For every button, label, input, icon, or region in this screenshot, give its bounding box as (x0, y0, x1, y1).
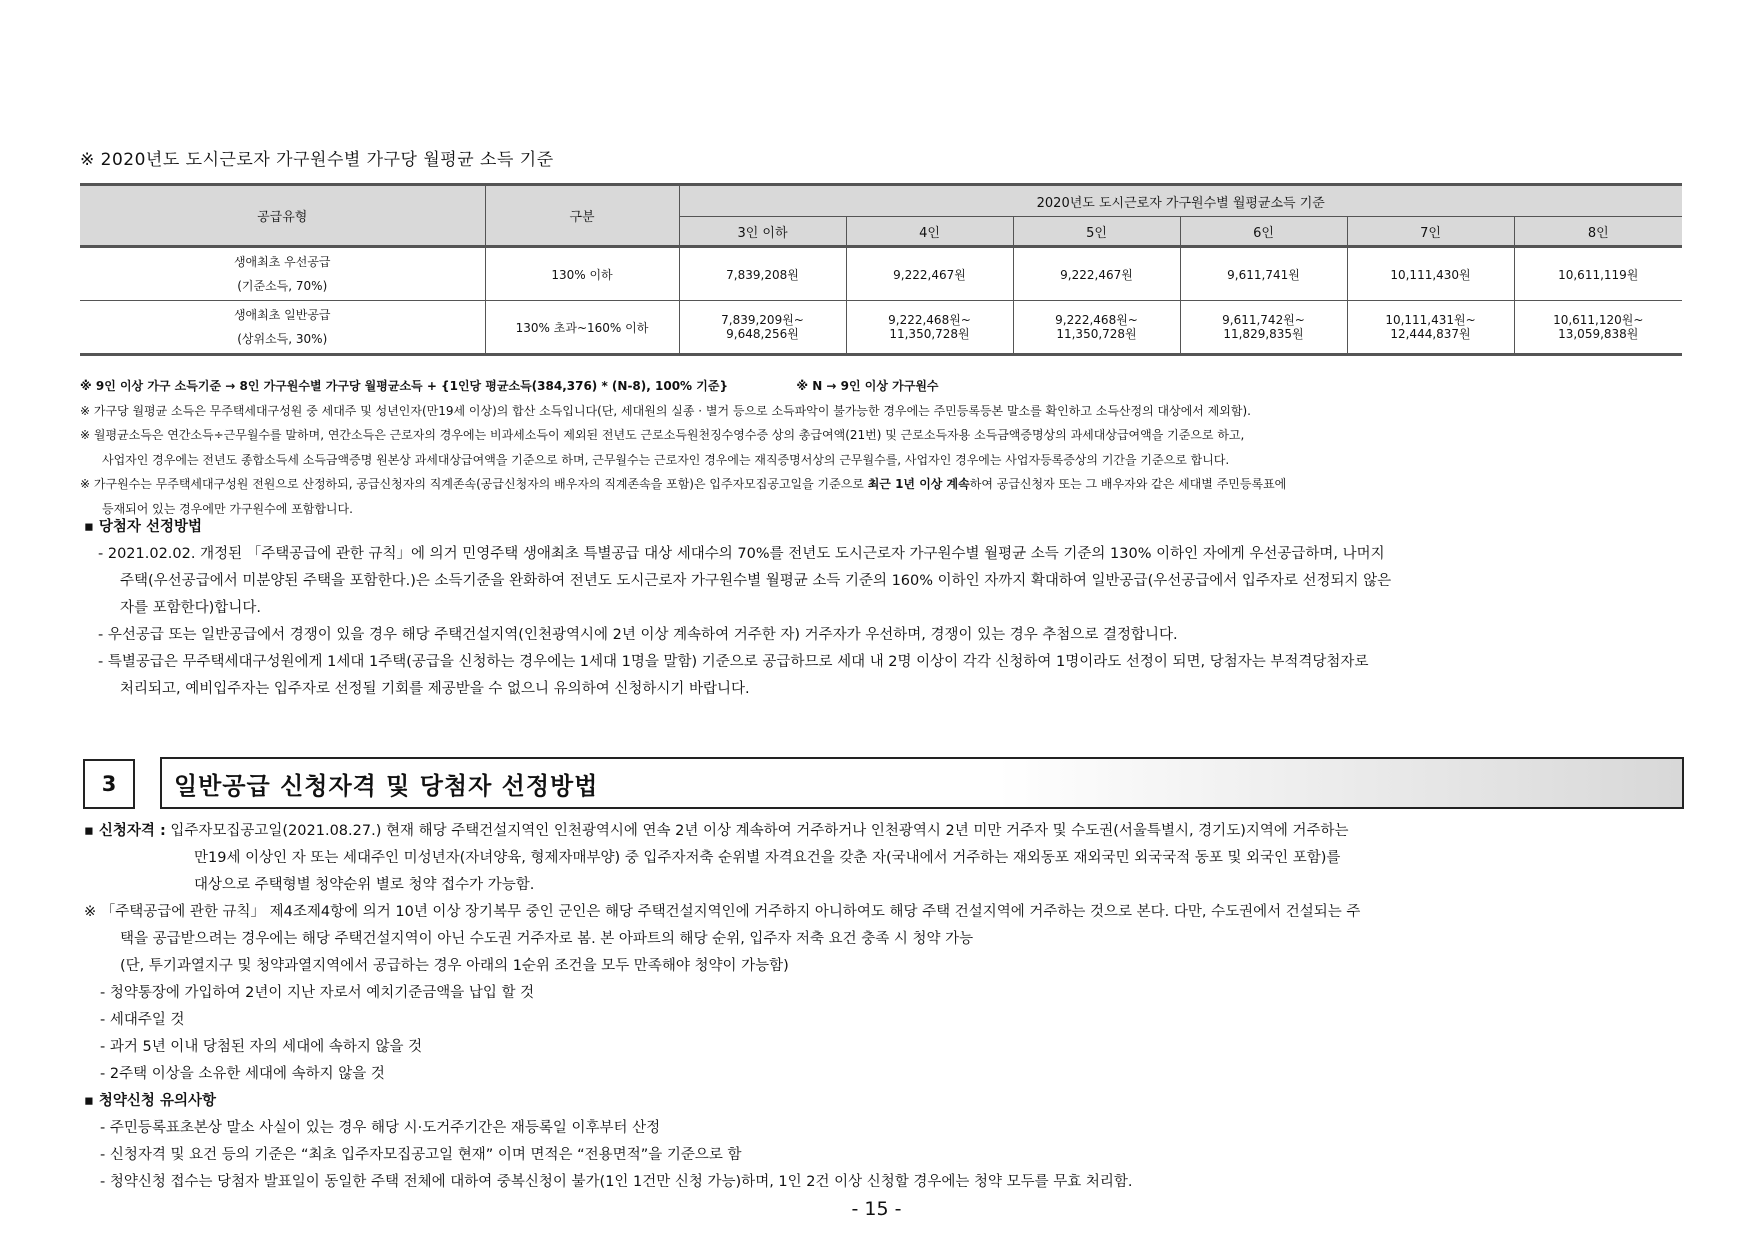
condition-item: - 2주택 이상을 소유한 세대에 속하지 않을 것 (100, 1066, 385, 1082)
note-text: ※ 가구원수는 무주택세대구성원 전원으로 산정하되, 공급신청자의 직계존속(공급신청자의 배우자의 직계존속을 포함)은 입주자모집공고일을 기준으로 (80, 477, 868, 491)
caution-item: - 청약신청 접수는 당첨자 발표일이 동일한 주택 전체에 대하여 중복신청이 불가(1인 1건만 신청 가능)하며, 1인 2건 이상 신청할 경우에는 청약 모두를 무효 처리함. (100, 1174, 1133, 1190)
note-line: 사업자인 경우에는 전년도 종합소득세 소득금액증명 원본상 과세대상급여액을 기준으로 하며, 근무월수는 근로자인 경우에는 재직증명서상의 근무월수를, 사업자인 경우에는 사업자등록증상의 기간을 기준으로 합니다. (102, 452, 1230, 467)
header-income-group: 2020년도 도시근로자 가구원수별 월평균소득 기준 (679, 185, 1682, 217)
range-min: 7,839,209원~ (721, 313, 804, 327)
table-row (80, 301, 1682, 355)
section-title: 일반공급 신청자격 및 당첨자 선정방법 (174, 771, 599, 800)
condition-item: - 과거 5년 이내 당첨된 자의 세대에 속하지 않을 것 (100, 1039, 423, 1055)
header-size: 4인 (846, 217, 1013, 247)
paragraph-line: 만19세 이상인 자 또는 세대주인 미성년자(자녀양육, 형제자매부양) 중 입주자저축 순위별 자격요건을 갖춘 자(국내에서 거주하는 재외동포 재외국민 외국국적 동포 및 외국인 포함)를 (194, 850, 1341, 866)
paragraph-line: - 특별공급은 무주택세대구성원에게 1세대 1주택(공급을 신청하는 경우에는 1세대 1명을 말함) 기준으로 공급하므로 세대 내 2명 이상이 각각 신청하여 1명이라도 선정이 되면, 당첨자는 부적격당첨자로 (98, 654, 1369, 670)
paragraph-line: - 2021.02.02. 개정된 「주택공급에 관한 규칙」에 의거 민영주택 생애최초 특별공급 대상 세대수의 70%를 전년도 도시근로자 가구원수별 월평균 소득 기준의 130% 이하인 자에게 우선공급하며, 나머지 (98, 546, 1385, 562)
income-cell: 9,611,741원 (1180, 247, 1347, 301)
range-max: 11,350,728원 (889, 327, 970, 341)
range-max: 12,444,837원 (1390, 327, 1471, 341)
range-max: 13,059,838원 (1558, 327, 1639, 341)
paragraph-line: - 우선공급 또는 일반공급에서 경쟁이 있을 경우 해당 주택건설지역(인천광역시에 2년 이상 계속하여 거주한 자) 거주자가 우선하며, 경쟁이 있는 경우 추첨으로 결정합니다. (98, 627, 1178, 643)
income-cell: 9,222,467원 (1013, 247, 1180, 301)
header-category: 구분 (485, 185, 679, 247)
income-range-cell (1180, 301, 1347, 355)
range-min: 10,111,431원~ (1385, 313, 1476, 327)
income-range-cell (679, 301, 846, 355)
income-section-title: ※ 2020년도 도시근로자 가구원수별 가구당 월평균 소득 기준 (80, 150, 554, 170)
condition-item: - 청약통장에 가입하여 2년이 지난 자로서 예치기준금액을 납입 할 것 (100, 985, 535, 1001)
header-size: 3인 이하 (679, 217, 846, 247)
header-size: 8인 (1514, 217, 1682, 247)
note-line: ※ 가구당 월평균 소득은 무주택세대구성원 중 세대주 및 성년인자(만19세 이상)의 합산 소득입니다(단, 세대원의 실종 · 별거 등으로 소득파악이 불가능한 경우에는 주민등록등본 말소를 확인하고 소득산정의 대상에서 제외함). (80, 403, 1251, 418)
caution-item: - 신청자격 및 요건 등의 기준은 “최초 입주자모집공고일 현재” 이며 면적은 “전용면적”을 기준으로 함 (100, 1147, 742, 1163)
income-cell: 9,222,467원 (846, 247, 1013, 301)
supply-type-sub: (기준소득, 70%) (237, 279, 328, 293)
supply-type-name: 생애최초 일반공급 (233, 308, 331, 322)
qualification-text: 입주자모집공고일(2021.08.27.) 현재 해당 주택건설지역인 인천광역시에 연속 2년 이상 계속하여 거주하거나 인천광역시 2년 미만 거주자 및 수도권(서울특별시, 경기도)지역에 거주하는 (170, 823, 1349, 839)
income-cell: 10,611,119원 (1514, 247, 1682, 301)
caution-title: ▪ 청약신청 유의사항 (84, 1093, 216, 1109)
paragraph-line: 처리되고, 예비입주자는 입주자로 선정될 기회를 제공받을 수 없으니 유의하여 신청하시기 바랍니다. (120, 681, 750, 697)
category-cell: 130% 이하 (485, 247, 679, 301)
note-line: ※ 월평균소득은 연간소득÷근무월수를 말하며, 연간소득은 근로자의 경우에는 비과세소득이 제외된 전년도 근로소득원천징수영수증 상의 총급여액(21번) 및 근로소득자용 소득금액증명상의 과세대상급여액을 기준으로 하고, (80, 428, 1245, 442)
range-max: 11,350,728원 (1056, 327, 1137, 341)
supply-type-cell (80, 301, 485, 355)
condition-item: - 세대주일 것 (100, 1012, 185, 1028)
supply-type-sub: (상위소득, 30%) (237, 332, 328, 346)
supply-type-name: 생애최초 우선공급 (233, 255, 331, 269)
winner-method-block (84, 514, 1391, 703)
range-min: 9,222,468원~ (1055, 313, 1138, 327)
range-max: 11,829,835원 (1223, 327, 1304, 341)
winner-method-title: ▪ 당첨자 선정방법 (84, 519, 202, 535)
income-range-cell (1013, 301, 1180, 355)
note-text: 하여 공급신청자 또는 그 배우자와 같은 세대별 주민등록표에 (969, 477, 1287, 491)
supply-type-cell (80, 247, 485, 301)
paragraph-line: 자를 포함한다)합니다. (120, 600, 261, 616)
section-number: 3 (83, 759, 135, 809)
note-line (80, 472, 1286, 497)
range-min: 10,611,120원~ (1553, 313, 1644, 327)
note-9plus: ※ 9인 이상 가구 소득기준 → 8인 가구원수별 가구당 월평균소득 + {1인당 평균소득(384,376) * (N-8), 100% 기준} (80, 379, 728, 393)
caution-item: - 주민등록표초본상 말소 사실이 있는 경우 해당 시·도거주기간은 재등록일 이후부터 산정 (100, 1120, 661, 1136)
header-size: 7인 (1347, 217, 1514, 247)
header-size: 5인 (1013, 217, 1180, 247)
income-standard-table (80, 183, 1682, 356)
range-min: 9,222,468원~ (888, 313, 971, 327)
general-supply-block (84, 818, 1360, 1196)
paragraph-line: (단, 투기과열지구 및 청약과열지역에서 공급하는 경우 아래의 1순위 조건을 모두 만족해야 청약이 가능함) (120, 958, 789, 974)
paragraph-line: ※ 「주택공급에 관한 규칙」 제4조제4항에 의거 10년 이상 장기복무 중인 군인은 해당 주택건설지역인에 거주하지 아니하여도 해당 주택 건설지역에 거주하는 것으로 본다. 다만, 수도권에서 건설되는 주 (84, 904, 1361, 920)
section-heading (160, 757, 1684, 809)
qualification-label: ▪ 신청자격 : (84, 823, 166, 839)
paragraph-line (84, 818, 1360, 845)
income-range-cell (846, 301, 1013, 355)
header-size: 6인 (1180, 217, 1347, 247)
paragraph-line: 택을 공급받으려는 경우에는 해당 주택건설지역이 아닌 수도권 거주자로 봄. 본 아파트의 해당 순위, 입주자 저축 요건 충족 시 청약 가능 (120, 931, 974, 947)
paragraph-line: 대상으로 주택형별 청약순위 별로 청약 접수가 가능함. (194, 877, 535, 893)
note-emphasis: 최근 1년 이상 계속 (867, 477, 970, 491)
range-max: 9,648,256원 (726, 327, 799, 341)
table-row (80, 247, 1682, 301)
note-line (80, 374, 1286, 399)
note-n-def: ※ N → 9인 이상 가구원수 (796, 379, 939, 393)
note-line: 등재되어 있는 경우에만 가구원수에 포함합니다. (102, 501, 353, 516)
income-cell: 10,111,430원 (1347, 247, 1514, 301)
paragraph-line: 주택(우선공급에서 미분양된 주택을 포함한다.)은 소득기준을 완화하여 전년도 도시근로자 가구원수별 월평균 소득 기준의 160% 이하인 자까지 확대하여 일반공급(우선공급에서 입주자로 선정되지 않은 (120, 573, 1392, 589)
income-range-cell (1514, 301, 1682, 355)
income-cell: 7,839,208원 (679, 247, 846, 301)
range-min: 9,611,742원~ (1222, 313, 1305, 327)
income-notes (80, 374, 1286, 521)
income-range-cell (1347, 301, 1514, 355)
page-number: - 15 - (851, 1198, 902, 1220)
header-supply-type: 공급유형 (80, 185, 485, 247)
category-cell: 130% 초과~160% 이하 (485, 301, 679, 355)
